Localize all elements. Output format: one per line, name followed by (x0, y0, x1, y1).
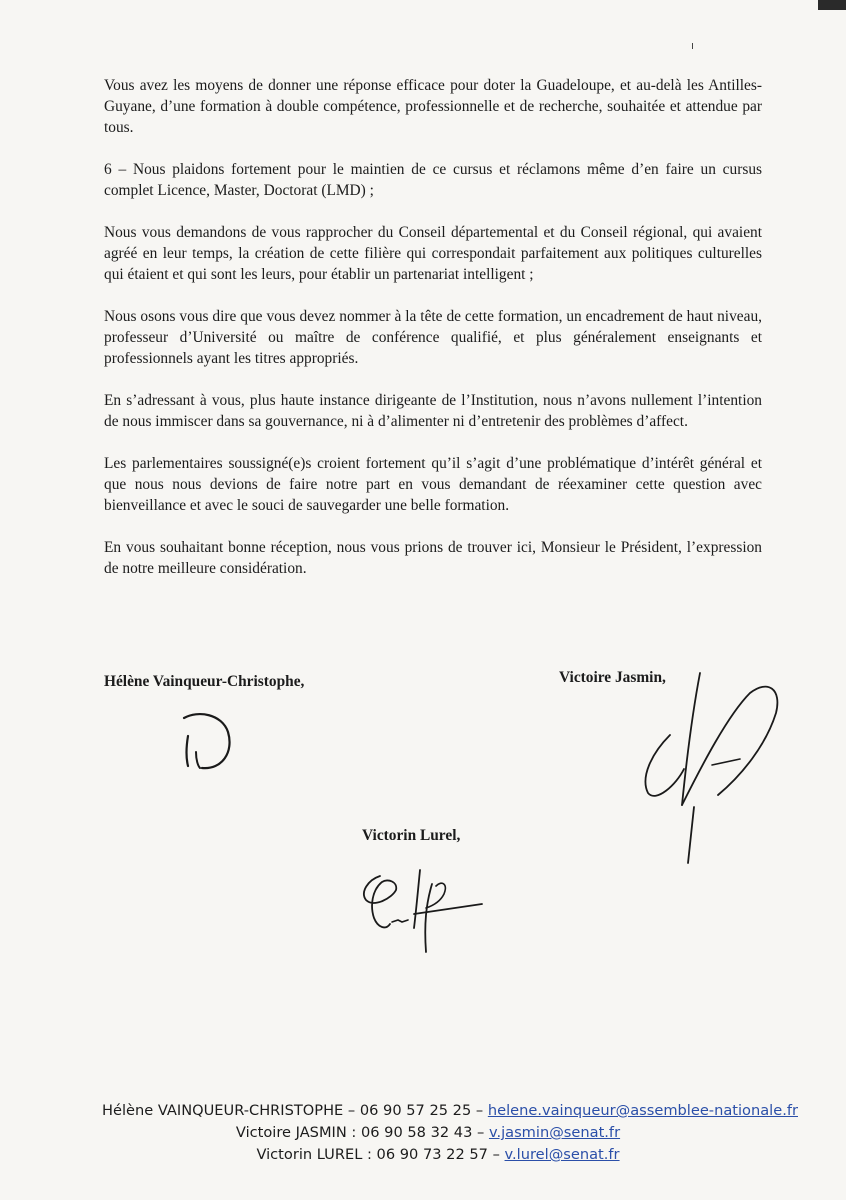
paragraph-closing: En vous souhaitant bonne réception, nous vous prions de trouver ici, Monsieur le Président, l’expression de notre meilleure considération. (104, 539, 762, 577)
email-link-lurel[interactable]: v.lurel@senat.fr (504, 1146, 620, 1163)
footer-contact-vainqueur (0, 1100, 846, 1122)
footer-contact-lurel (0, 1144, 846, 1166)
letter-body (104, 75, 762, 600)
footer-contact-text: Victorin LUREL : 06 90 73 22 57 – (256, 1146, 505, 1163)
signatory-name-vainqueur: Hélène Vainqueur-Christophe, (104, 673, 305, 690)
footer-contact-jasmin (0, 1122, 846, 1144)
paragraph-leadership: Nous osons vous dire que vous devez nommer à la tête de cette formation, un encadrement de haut niveau, professeur d’Université ou maître de conférence qualifié, et plus généralement enseignants et professionnels ayant les titres appropriés. (104, 308, 762, 367)
scan-tick-mark (692, 43, 693, 49)
email-link-jasmin[interactable]: v.jasmin@senat.fr (488, 1124, 621, 1141)
footer-contact-text: Victoire JASMIN : 06 90 58 32 43 – (235, 1124, 489, 1141)
signature-lurel (352, 866, 488, 962)
signature-jasmin (632, 665, 790, 870)
paragraph-general-interest: Les parlementaires soussigné(e)s croient fortement qu’il s’agit d’une problématique d’intérêt général et que nous nous devions de faire notre part en vous demandant de réexaminer cette question avec bienveillance et avec le souci de sauvegarder une belle formation. (104, 455, 762, 514)
footer-contact-text: Hélène VAINQUEUR-CHRISTOPHE – 06 90 57 25 25 – (102, 1102, 488, 1119)
paragraph-councils: Nous vous demandons de vous rapprocher du Conseil départemental et du Conseil régional, qui avaient agréé en leur temps, la création de cette filière qui correspondait parfaitement aux politiques culturelles qui étaient et qui sont les leurs, pour établir un partenariat intelligent ; (104, 224, 762, 283)
email-link-vainqueur[interactable]: helene.vainqueur@assemblee-nationale.fr (487, 1102, 798, 1119)
signatory-name-jasmin: Victoire Jasmin, (559, 669, 666, 686)
signatory-name-lurel: Victorin Lurel, (362, 827, 461, 844)
scan-corner-mark (818, 0, 846, 10)
signature-vainqueur (178, 708, 238, 776)
paragraph-means: Vous avez les moyens de donner une réponse efficace pour doter la Guadeloupe, et au-delà les Antilles-Guyane, d’une formation à double compétence, professionnelle et de recherche, souhaitée et attendue par tous. (104, 77, 762, 136)
contact-footer (0, 1100, 846, 1166)
paragraph-governance: En s’adressant à vous, plus haute instance dirigeante de l’Institution, nous n’avons nullement l’intention de nous immiscer dans sa gouvernance, ni à d’alimenter ni d’entretenir des problèmes d’affect. (104, 392, 762, 430)
paragraph-point-6: 6 – Nous plaidons fortement pour le maintien de ce cursus et réclamons même d’en faire un cursus complet Licence, Master, Doctorat (LMD) ; (104, 161, 762, 199)
